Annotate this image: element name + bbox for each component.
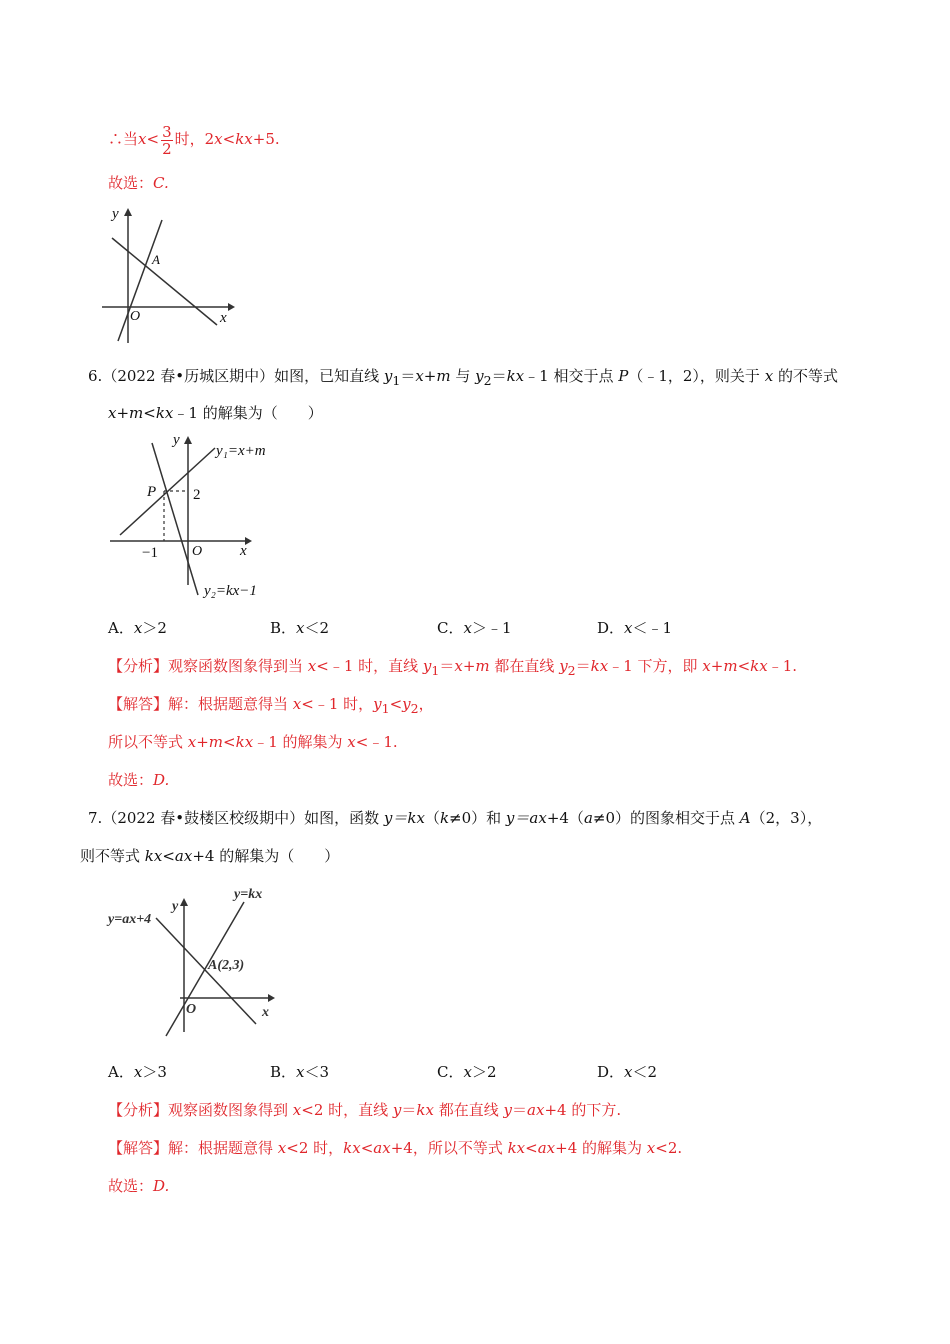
var-x: x xyxy=(133,1063,143,1081)
coef-two: 2 xyxy=(204,130,215,148)
var-x: x xyxy=(296,619,305,637)
frac-numerator: 3 xyxy=(162,122,172,141)
var-k: k xyxy=(439,809,450,827)
var-x: x xyxy=(624,619,633,637)
var-y: y xyxy=(392,1101,402,1119)
fig2-x-label: x xyxy=(240,543,247,559)
conclusion-line xyxy=(108,122,280,157)
expr-y-eq: y＝ xyxy=(505,809,530,827)
var-x: x xyxy=(307,657,317,675)
when-text: 时， xyxy=(174,130,205,148)
point-a: A xyxy=(739,809,751,827)
solution-text: ， xyxy=(418,695,434,713)
expr-x-plus-m: x+m xyxy=(108,404,144,422)
expr-x-plus-m: x+m xyxy=(454,657,490,675)
subscript: 1 xyxy=(431,663,440,678)
analysis-tag: 【分析】 xyxy=(108,657,169,675)
solution-text: 解：根据题意得 xyxy=(168,1139,278,1157)
line-y2 xyxy=(152,443,198,595)
q7-option-c[interactable] xyxy=(437,1062,497,1082)
var-x: x xyxy=(296,1063,305,1081)
q6-source: （2022 春•历城区期中）如图，已知直线 xyxy=(102,367,384,385)
solution-tag: 【解答】 xyxy=(108,695,169,713)
fig2-point-p-label: P xyxy=(147,484,157,500)
solution-text: <﹣1 时， xyxy=(301,695,374,713)
q6-coord-text: （﹣1，2），则关于 xyxy=(628,367,765,385)
lt-sign: < xyxy=(389,695,403,713)
q6-answer xyxy=(108,770,169,790)
point-p: P xyxy=(618,367,629,385)
answer-value: D. xyxy=(153,1177,170,1195)
frac-denominator: 2 xyxy=(162,139,172,158)
q7-answer xyxy=(108,1176,169,1196)
fig3-y-label: y xyxy=(172,899,179,914)
line-y1 xyxy=(120,448,215,535)
var-a: a xyxy=(583,809,593,827)
var-x: x xyxy=(764,367,774,385)
x-axis-arrow xyxy=(268,994,275,1002)
q6-text: ﹣1 的解集为（ ） xyxy=(173,404,323,422)
option-label: D． xyxy=(597,619,625,637)
eq-sign: ＝ xyxy=(439,657,455,675)
q6-solution-line-2 xyxy=(108,732,398,752)
analysis-text: 都在直线 xyxy=(433,1101,504,1119)
var-y: y xyxy=(422,657,432,675)
option-label: A． xyxy=(108,619,134,637)
var-kx: kx xyxy=(590,657,609,675)
q7-text: ≠0）和 xyxy=(449,809,506,827)
var-ax: ax xyxy=(529,809,547,827)
q7-number: 7. xyxy=(88,809,103,827)
q6-analysis xyxy=(108,656,797,681)
var-x: x xyxy=(292,1101,302,1119)
analysis-text: <2 时，直线 xyxy=(301,1101,393,1119)
lt-sign: < xyxy=(360,1139,374,1157)
q6-text: ﹣1 相交于点 xyxy=(524,367,619,385)
option-value: ＜2 xyxy=(304,619,330,637)
analysis-text: ﹣1 下方，即 xyxy=(608,657,703,675)
q6-option-b[interactable] xyxy=(270,618,329,638)
var-ax: ax xyxy=(373,1139,391,1157)
var-kx: kx xyxy=(506,367,525,385)
option-label: D． xyxy=(597,1063,625,1081)
var-y: y xyxy=(402,695,411,713)
q6-stem-line-1 xyxy=(88,366,838,391)
plus-five: +5. xyxy=(252,130,280,148)
var-kx: kx xyxy=(235,130,253,148)
fig2-line1-label: y₁=x+m xyxy=(216,443,266,459)
subscript: 1 xyxy=(381,701,390,716)
fig3-origin-label: O xyxy=(186,1002,197,1017)
fig2-line2-label: y₂=kx−1 xyxy=(204,583,257,599)
expr-x-plus-m: x+m xyxy=(702,657,738,675)
var-kx: kx xyxy=(235,733,254,751)
fig3-line-ax4-label: y=ax+4 xyxy=(108,912,152,927)
lt-sign: < xyxy=(222,130,236,148)
fig3-point-a-label: A(2,3) xyxy=(208,958,245,973)
figure-3-graph xyxy=(100,880,300,1042)
analysis-text: 都在直线 xyxy=(489,657,560,675)
fig1-point-a-label: A xyxy=(152,252,160,267)
option-value: ＞﹣1 xyxy=(471,619,512,637)
answer-line-5 xyxy=(108,173,169,193)
option-value: ＜2 xyxy=(632,1063,658,1081)
var-kx: kx xyxy=(507,1139,526,1157)
analysis-text: 观察函数图象得到当 xyxy=(168,657,308,675)
option-label: C． xyxy=(437,619,464,637)
fig2-tick-y-2: 2 xyxy=(193,487,201,503)
x-axis-arrow xyxy=(228,303,235,311)
solution-text: ﹣1 的解集为 xyxy=(253,733,348,751)
fig3-x-label: x xyxy=(262,1005,269,1020)
var-kx: kx xyxy=(155,404,174,422)
subscript: 1 xyxy=(392,373,401,388)
option-value: ＞2 xyxy=(142,619,167,637)
option-value: ＞3 xyxy=(142,1063,167,1081)
q7-option-b[interactable] xyxy=(270,1062,329,1082)
solution-text: 解：根据题意得当 xyxy=(168,695,293,713)
solution-text: +4 的解集为 xyxy=(555,1139,647,1157)
var-y: y xyxy=(373,695,382,713)
var-x: x xyxy=(138,130,147,148)
eq-sign: ＝ xyxy=(512,1101,528,1119)
q6-option-a[interactable] xyxy=(108,618,167,638)
expr-x-plus-m: x+m xyxy=(415,367,451,385)
answer-value: C. xyxy=(153,174,169,192)
solution-text: 所以不等式 xyxy=(108,733,188,751)
lt-sign: < xyxy=(162,847,175,865)
subscript: 2 xyxy=(483,373,492,388)
figure-2-graph xyxy=(100,425,310,610)
fraction-three-halves xyxy=(161,124,173,157)
var-ax: ax xyxy=(537,1139,556,1157)
q6-option-d[interactable] xyxy=(597,618,672,638)
q6-option-c[interactable] xyxy=(437,618,512,638)
q6-number: 6. xyxy=(88,367,103,385)
var-x: x xyxy=(646,1139,656,1157)
paren: （ xyxy=(424,809,440,827)
option-label: B． xyxy=(270,1063,297,1081)
q7-option-a[interactable] xyxy=(108,1062,167,1082)
var-x: x xyxy=(347,733,356,751)
y-axis-arrow xyxy=(180,898,188,906)
q7-text: 则不等式 xyxy=(80,847,145,865)
option-label: A． xyxy=(108,1063,134,1081)
eq-sign: ＝ xyxy=(401,1101,417,1119)
var-kx: kx xyxy=(343,1139,361,1157)
var-y: y xyxy=(383,367,393,385)
option-value: ＞2 xyxy=(471,1063,497,1081)
q7-text: +4（ xyxy=(546,809,584,827)
option-value: ＜3 xyxy=(304,1063,330,1081)
solution-text: <2 时， xyxy=(286,1139,344,1157)
q7-option-d[interactable] xyxy=(597,1062,657,1082)
answer-prefix: 故选： xyxy=(108,174,154,192)
expr-x-plus-m: x+m xyxy=(187,733,224,751)
solution-tag: 【解答】 xyxy=(108,1139,169,1157)
eq-sign: ＝ xyxy=(575,657,591,675)
q7-solution xyxy=(108,1138,682,1158)
q7-text: +4 的解集为（ ） xyxy=(192,847,340,865)
fig1-origin-label: O xyxy=(130,309,141,324)
analysis-text: <﹣1 时，直线 xyxy=(316,657,423,675)
var-x: x xyxy=(214,130,223,148)
y-axis-arrow xyxy=(124,208,132,216)
subscript: 2 xyxy=(410,701,419,716)
analysis-text: ﹣1. xyxy=(767,657,798,675)
q6-text: 的不等式 xyxy=(773,367,838,385)
var-x: x xyxy=(463,619,472,637)
q7-stem-line-1 xyxy=(88,808,822,828)
var-kx: kx xyxy=(144,847,163,865)
analysis-text: 观察函数图象得到 xyxy=(168,1101,293,1119)
var-y: y xyxy=(503,1101,513,1119)
lt-sign: < xyxy=(223,733,236,751)
therefore-text: ∴当 xyxy=(108,130,139,148)
lt-sign: < xyxy=(737,657,751,675)
var-x: x xyxy=(133,619,143,637)
and-text: 与 xyxy=(450,367,476,385)
answer-prefix: 故选： xyxy=(108,771,154,789)
fig1-x-label: x xyxy=(220,310,227,326)
var-ax: ax xyxy=(174,847,193,865)
q7-coord-text: （2，3）， xyxy=(750,809,823,827)
q7-text: ≠0）的图象相交于点 xyxy=(592,809,740,827)
option-label: B． xyxy=(270,619,297,637)
fig3-line-kx-label: y=kx xyxy=(234,887,263,902)
fig1-y-label: y xyxy=(112,206,119,222)
solution-text: <﹣1. xyxy=(355,733,398,751)
fig2-tick-x-neg1: −1 xyxy=(142,545,158,561)
subscript: 2 xyxy=(567,663,576,678)
option-label: C． xyxy=(437,1063,464,1081)
var-y: y xyxy=(559,657,568,675)
q7-stem-line-2 xyxy=(80,846,339,866)
q6-solution xyxy=(108,694,434,719)
var-kx: kx xyxy=(407,809,425,827)
var-ax: ax xyxy=(527,1101,545,1119)
eq-sign: ＝ xyxy=(491,367,507,385)
fig2-origin-label: O xyxy=(192,544,203,559)
lt-sign: < xyxy=(525,1139,538,1157)
analysis-text: +4 的下方. xyxy=(544,1101,622,1119)
answer-value: D. xyxy=(153,771,170,789)
q7-analysis xyxy=(108,1100,621,1120)
var-x: x xyxy=(463,1063,472,1081)
q7-source: （2022 春•鼓楼区校级期中）如图，函数 xyxy=(102,809,384,827)
figure-1-graph xyxy=(100,200,240,348)
eq-sign: ＝ xyxy=(400,367,416,385)
fig2-y-label: y xyxy=(173,432,180,448)
var-y: y xyxy=(475,367,484,385)
q6-stem-line-2 xyxy=(108,403,323,423)
var-kx: kx xyxy=(750,657,768,675)
expr-y-eq: y＝ xyxy=(383,809,408,827)
lt-sign: < xyxy=(143,404,156,422)
solution-text: +4，所以不等式 xyxy=(390,1139,508,1157)
var-x: x xyxy=(624,1063,633,1081)
var-kx: kx xyxy=(416,1101,434,1119)
y-axis-arrow xyxy=(184,436,192,444)
option-value: ＜﹣1 xyxy=(632,619,673,637)
lt-sign: < xyxy=(146,130,160,148)
var-x: x xyxy=(292,695,302,713)
answer-prefix: 故选： xyxy=(108,1177,154,1195)
solution-text: <2. xyxy=(655,1139,683,1157)
analysis-tag: 【分析】 xyxy=(108,1101,169,1119)
var-x: x xyxy=(277,1139,287,1157)
